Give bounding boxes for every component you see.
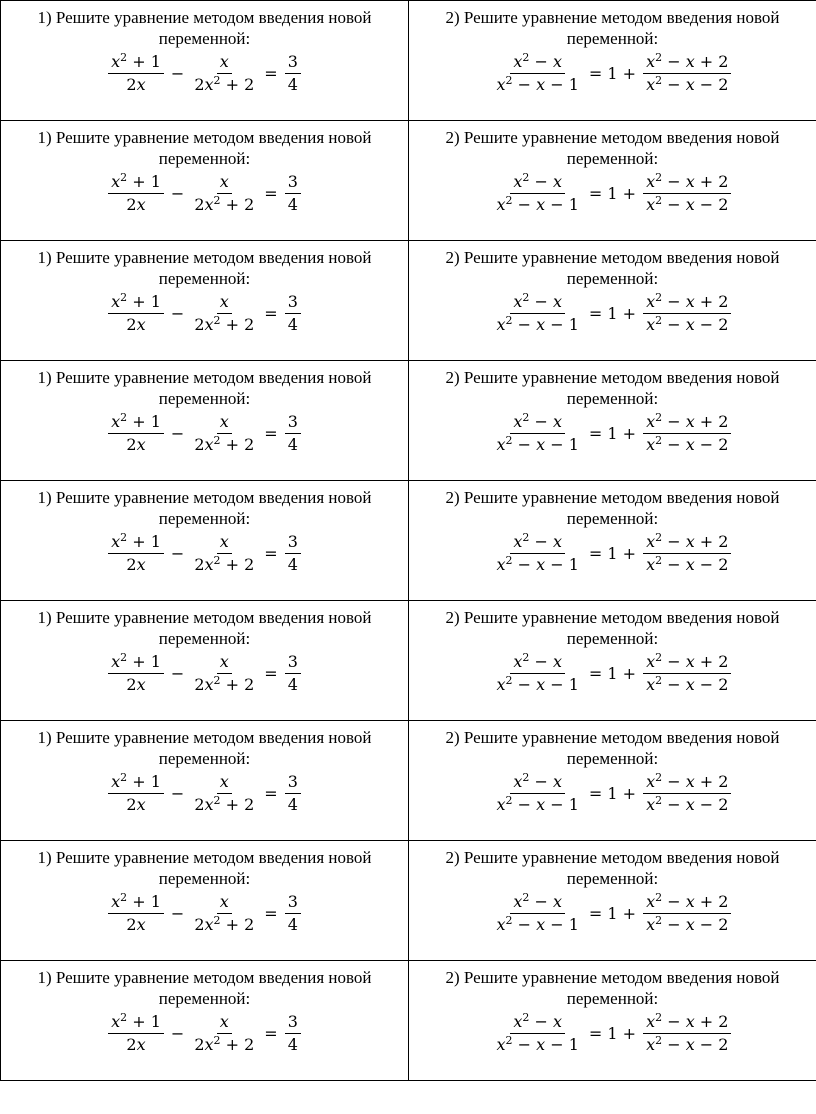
numerator: $x^2 + 1$	[108, 171, 164, 194]
fraction	[108, 411, 164, 456]
fraction	[108, 1011, 164, 1056]
numerator: x	[217, 651, 232, 674]
task2-card	[409, 481, 816, 601]
denominator: $2x^2 + 2$	[194, 554, 255, 574]
fraction	[191, 531, 257, 576]
task2-card	[409, 361, 816, 481]
operator: −	[170, 63, 185, 83]
denominator: $x^2 - x - 1$	[496, 674, 579, 694]
numerator: x	[217, 171, 232, 194]
numerator: $x^2 - x$	[510, 291, 565, 314]
operator: −	[170, 543, 185, 563]
operator: −	[170, 303, 185, 323]
numerator: $x^2 + 1$	[108, 411, 164, 434]
denominator: 4	[287, 795, 298, 814]
denominator: $x^2 - x - 2$	[646, 74, 729, 94]
task2-title: 2) Решите уравнение методом введения новой переменной:	[445, 488, 780, 528]
fraction	[494, 771, 582, 816]
numerator: x	[217, 411, 232, 434]
operator: =	[264, 783, 278, 803]
numerator: $x^2 - x + 2$	[643, 411, 731, 434]
denominator: 4	[287, 195, 298, 214]
numerator: $x^2 - x$	[510, 651, 565, 674]
card-row	[1, 961, 816, 1081]
denominator: $x^2 - x - 1$	[496, 914, 579, 934]
numerator: x	[217, 891, 232, 914]
operator: −	[170, 903, 185, 923]
fraction	[108, 51, 164, 96]
fraction	[108, 171, 164, 216]
numerator: x	[217, 1011, 232, 1034]
denominator: $x^2 - x - 1$	[496, 554, 579, 574]
operator: = 1 +	[588, 543, 637, 563]
fraction	[108, 291, 164, 336]
fraction	[643, 51, 731, 96]
fraction	[285, 51, 301, 96]
denominator: $x^2 - x - 2$	[646, 674, 729, 694]
operator: = 1 +	[588, 903, 637, 923]
fraction	[494, 891, 582, 936]
operator: = 1 +	[588, 423, 637, 443]
denominator: $x^2 - x - 2$	[646, 194, 729, 214]
fraction	[494, 411, 582, 456]
task2-title: 2) Решите уравнение методом введения новой переменной:	[445, 128, 780, 168]
task1-equation	[105, 411, 304, 456]
task1-title: 1) Решите уравнение методом введения новой переменной:	[37, 848, 372, 888]
denominator: $2x^2 + 2$	[194, 1034, 255, 1054]
operator: = 1 +	[588, 663, 637, 683]
task1-title: 1) Решите уравнение методом введения новой переменной:	[37, 728, 372, 768]
operator: =	[264, 63, 278, 83]
numerator: 3	[285, 531, 301, 554]
denominator: $x^2 - x - 2$	[646, 914, 729, 934]
numerator: 3	[285, 771, 301, 794]
task1-equation	[105, 771, 304, 816]
task2-title: 2) Решите уравнение методом введения новой переменной:	[445, 848, 780, 888]
fraction	[494, 531, 582, 576]
denominator: 4	[287, 435, 298, 454]
task1-title: 1) Решите уравнение методом введения новой переменной:	[37, 8, 372, 48]
fraction	[643, 291, 731, 336]
task1-title: 1) Решите уравнение методом введения новой переменной:	[37, 248, 372, 288]
numerator: $x^2 + 1$	[108, 651, 164, 674]
denominator: 2x	[126, 915, 146, 934]
fraction	[191, 1011, 257, 1056]
card-row	[1, 241, 816, 361]
denominator: $x^2 - x - 2$	[646, 1034, 729, 1054]
numerator: x	[217, 291, 232, 314]
task1-card	[1, 481, 409, 601]
numerator: $x^2 + 1$	[108, 51, 164, 74]
task2-card	[409, 841, 816, 961]
denominator: 2x	[126, 195, 146, 214]
fraction	[285, 651, 301, 696]
numerator: $x^2 - x + 2$	[643, 531, 731, 554]
denominator: $x^2 - x - 1$	[496, 194, 579, 214]
denominator: $2x^2 + 2$	[194, 794, 255, 814]
task1-card	[1, 241, 409, 361]
numerator: 3	[285, 1011, 301, 1034]
numerator: $x^2 - x + 2$	[643, 651, 731, 674]
task1-card	[1, 121, 409, 241]
denominator: 4	[287, 915, 298, 934]
card-row	[1, 1, 816, 121]
task2-title: 2) Решите уравнение методом введения новой переменной:	[445, 248, 780, 288]
operator: = 1 +	[588, 183, 637, 203]
numerator: $x^2 - x$	[510, 171, 565, 194]
operator: = 1 +	[588, 303, 637, 323]
fraction	[191, 771, 257, 816]
denominator: 2x	[126, 555, 146, 574]
operator: −	[170, 1023, 185, 1043]
task2-card	[409, 721, 816, 841]
card-row	[1, 841, 816, 961]
denominator: $x^2 - x - 1$	[496, 794, 579, 814]
operator: =	[264, 423, 278, 443]
denominator: 2x	[126, 315, 146, 334]
denominator: 4	[287, 75, 298, 94]
denominator: $2x^2 + 2$	[194, 194, 255, 214]
fraction	[643, 1011, 731, 1056]
fraction	[285, 1011, 301, 1056]
denominator: 4	[287, 315, 298, 334]
numerator: $x^2 - x$	[510, 531, 565, 554]
card-row	[1, 121, 816, 241]
task1-card	[1, 841, 409, 961]
denominator: $x^2 - x - 2$	[646, 314, 729, 334]
operator: =	[264, 1023, 278, 1043]
fraction	[643, 651, 731, 696]
task2-equation	[491, 771, 735, 816]
denominator: 2x	[126, 675, 146, 694]
denominator: $x^2 - x - 1$	[496, 314, 579, 334]
operator: −	[170, 423, 185, 443]
task1-equation	[105, 1011, 304, 1056]
numerator: $x^2 - x + 2$	[643, 291, 731, 314]
fraction	[494, 171, 582, 216]
denominator: 4	[287, 675, 298, 694]
numerator: 3	[285, 891, 301, 914]
task1-equation	[105, 171, 304, 216]
numerator: x	[217, 531, 232, 554]
fraction	[108, 651, 164, 696]
fraction	[643, 531, 731, 576]
fraction	[494, 1011, 582, 1056]
denominator: $x^2 - x - 1$	[496, 74, 579, 94]
fraction	[191, 51, 257, 96]
fraction	[191, 411, 257, 456]
numerator: $x^2 - x + 2$	[643, 171, 731, 194]
task2-title: 2) Решите уравнение методом введения новой переменной:	[445, 8, 780, 48]
denominator: 2x	[126, 75, 146, 94]
fraction	[191, 891, 257, 936]
task1-title: 1) Решите уравнение методом введения новой переменной:	[37, 368, 372, 408]
task2-equation	[491, 531, 735, 576]
numerator: 3	[285, 51, 301, 74]
fraction	[285, 411, 301, 456]
task1-card	[1, 1, 409, 121]
task1-title: 1) Решите уравнение методом введения новой переменной:	[37, 128, 372, 168]
fraction	[643, 171, 731, 216]
denominator: $x^2 - x - 2$	[646, 434, 729, 454]
fraction	[643, 411, 731, 456]
task2-equation	[491, 171, 735, 216]
numerator: $x^2 - x + 2$	[643, 771, 731, 794]
fraction	[191, 651, 257, 696]
task2-card	[409, 1, 816, 121]
denominator: $2x^2 + 2$	[194, 674, 255, 694]
task1-equation	[105, 531, 304, 576]
numerator: $x^2 + 1$	[108, 1011, 164, 1034]
task2-title: 2) Решите уравнение методом введения новой переменной:	[445, 728, 780, 768]
operator: = 1 +	[588, 1023, 637, 1043]
fraction	[285, 171, 301, 216]
numerator: $x^2 - x$	[510, 51, 565, 74]
task1-equation	[105, 891, 304, 936]
fraction	[191, 291, 257, 336]
task2-card	[409, 241, 816, 361]
operator: = 1 +	[588, 63, 637, 83]
task1-card	[1, 601, 409, 721]
fraction	[108, 531, 164, 576]
task2-equation	[491, 291, 735, 336]
operator: =	[264, 543, 278, 563]
numerator: 3	[285, 171, 301, 194]
fraction	[494, 651, 582, 696]
denominator: $2x^2 + 2$	[194, 314, 255, 334]
fraction	[643, 771, 731, 816]
operator: =	[264, 183, 278, 203]
fraction	[285, 291, 301, 336]
numerator: $x^2 - x$	[510, 411, 565, 434]
operator: −	[170, 663, 185, 683]
task2-card	[409, 121, 816, 241]
numerator: x	[217, 51, 232, 74]
fraction	[108, 891, 164, 936]
task2-equation	[491, 411, 735, 456]
fraction	[285, 771, 301, 816]
denominator: $x^2 - x - 2$	[646, 554, 729, 574]
numerator: $x^2 - x + 2$	[643, 891, 731, 914]
numerator: 3	[285, 291, 301, 314]
fraction	[643, 891, 731, 936]
numerator: 3	[285, 411, 301, 434]
task2-equation	[491, 651, 735, 696]
fraction	[285, 891, 301, 936]
numerator: $x^2 - x + 2$	[643, 1011, 731, 1034]
numerator: $x^2 - x$	[510, 1011, 565, 1034]
task1-card	[1, 961, 409, 1081]
task2-card	[409, 961, 816, 1081]
task1-title: 1) Решите уравнение методом введения новой переменной:	[37, 968, 372, 1008]
task1-card	[1, 721, 409, 841]
numerator: $x^2 - x + 2$	[643, 51, 731, 74]
operator: = 1 +	[588, 783, 637, 803]
fraction	[285, 531, 301, 576]
numerator: 3	[285, 651, 301, 674]
numerator: $x^2 + 1$	[108, 771, 164, 794]
fraction	[191, 171, 257, 216]
fraction	[494, 291, 582, 336]
denominator: $x^2 - x - 2$	[646, 794, 729, 814]
task2-equation	[491, 1011, 735, 1056]
task1-equation	[105, 651, 304, 696]
card-row	[1, 721, 816, 841]
card-row	[1, 481, 816, 601]
denominator: 4	[287, 555, 298, 574]
operator: −	[170, 183, 185, 203]
task1-card	[1, 361, 409, 481]
numerator: $x^2 - x$	[510, 891, 565, 914]
fraction	[494, 51, 582, 96]
numerator: $x^2 + 1$	[108, 531, 164, 554]
numerator: $x^2 - x$	[510, 771, 565, 794]
numerator: $x^2 + 1$	[108, 291, 164, 314]
operator: −	[170, 783, 185, 803]
task2-equation	[491, 891, 735, 936]
denominator: 4	[287, 1035, 298, 1054]
task2-title: 2) Решите уравнение методом введения новой переменной:	[445, 968, 780, 1008]
task1-title: 1) Решите уравнение методом введения новой переменной:	[37, 608, 372, 648]
operator: =	[264, 663, 278, 683]
denominator: $x^2 - x - 1$	[496, 434, 579, 454]
denominator: $2x^2 + 2$	[194, 74, 255, 94]
task1-title: 1) Решите уравнение методом введения новой переменной:	[37, 488, 372, 528]
fraction	[108, 771, 164, 816]
numerator: $x^2 + 1$	[108, 891, 164, 914]
denominator: 2x	[126, 435, 146, 454]
card-row	[1, 361, 816, 481]
task2-title: 2) Решите уравнение методом введения новой переменной:	[445, 368, 780, 408]
task2-title: 2) Решите уравнение методом введения новой переменной:	[445, 608, 780, 648]
denominator: $2x^2 + 2$	[194, 434, 255, 454]
operator: =	[264, 303, 278, 323]
task1-equation	[105, 291, 304, 336]
card-row	[1, 601, 816, 721]
operator: =	[264, 903, 278, 923]
numerator: x	[217, 771, 232, 794]
task1-equation	[105, 51, 304, 96]
denominator: $x^2 - x - 1$	[496, 1034, 579, 1054]
denominator: $2x^2 + 2$	[194, 914, 255, 934]
denominator: 2x	[126, 1035, 146, 1054]
task2-card	[409, 601, 816, 721]
denominator: 2x	[126, 795, 146, 814]
task2-equation	[491, 51, 735, 96]
